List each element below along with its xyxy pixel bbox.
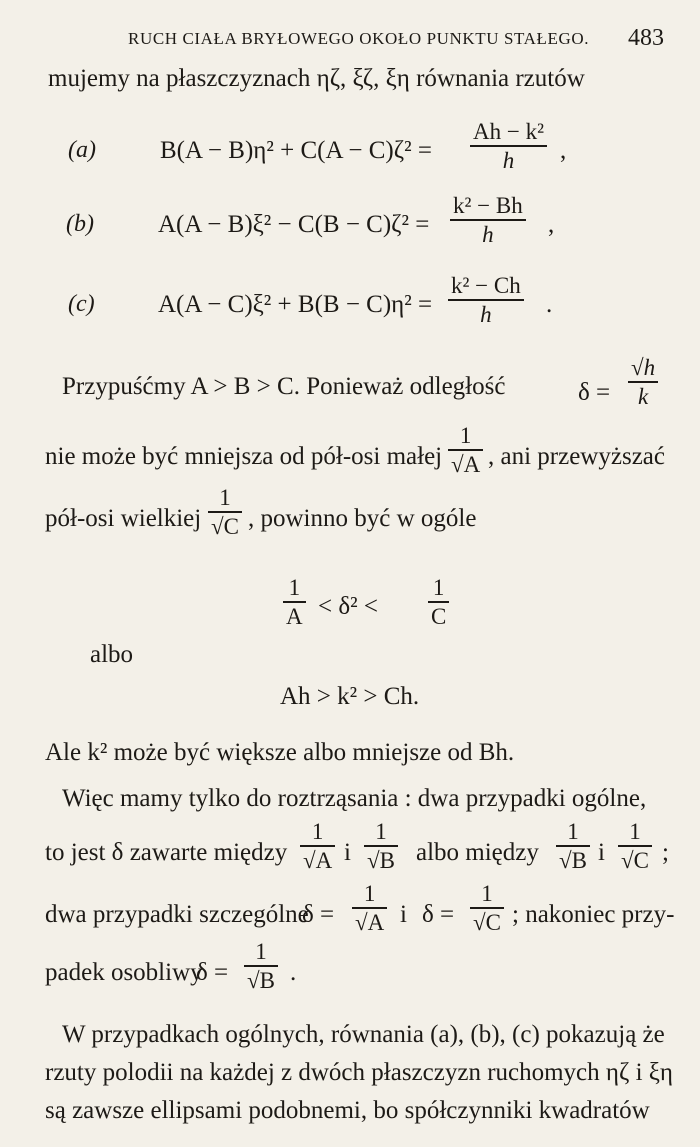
text-line: , ani przewyższać bbox=[488, 443, 665, 470]
inequality-middle: < δ² < bbox=[318, 593, 378, 620]
text-line: dwa przypadki szczególne bbox=[45, 901, 309, 928]
inequality-left-fraction bbox=[283, 576, 306, 628]
page-number: 483 bbox=[628, 25, 664, 51]
text-line: albo między bbox=[416, 839, 539, 866]
fraction-numerator: 1 bbox=[567, 819, 579, 844]
inline-fraction bbox=[448, 424, 483, 476]
inequality-right-fraction bbox=[428, 576, 449, 628]
fraction-numerator: 1 bbox=[288, 575, 301, 600]
text-line: i bbox=[344, 839, 351, 866]
fraction-denominator: h bbox=[480, 301, 492, 327]
text-line: W przypadkach ogólnych, równania (a), (b), (c) pokazują że bbox=[62, 1021, 665, 1048]
text-line: padek osobliwy bbox=[45, 959, 203, 986]
fraction-denominator: C bbox=[431, 603, 447, 629]
inline-fraction bbox=[244, 940, 278, 992]
equation-label: (a) bbox=[68, 137, 96, 163]
fraction-numerator: 1 bbox=[255, 939, 267, 964]
equation-tail: , bbox=[560, 137, 567, 164]
delta-equals: δ = bbox=[302, 901, 335, 928]
text-line: nie może być mniejsza od pół-osi małej bbox=[45, 443, 443, 470]
text-line: to jest δ zawarte między bbox=[45, 839, 288, 866]
delta-equals: δ = bbox=[578, 379, 611, 406]
equation-tail: , bbox=[548, 211, 555, 238]
fraction-numerator: 1 bbox=[219, 485, 231, 510]
inequality-energy: Ah > k² > Ch. bbox=[280, 683, 420, 710]
fraction-denominator: √A bbox=[355, 909, 385, 935]
fraction-denominator: √C bbox=[621, 847, 649, 873]
equation-lhs: B(A − B)η² + C(A − C)ζ² = bbox=[160, 137, 432, 164]
text-line: Przypuśćmy A > B > C. Ponieważ odległość bbox=[62, 373, 506, 400]
fraction-numerator: 1 bbox=[481, 881, 493, 906]
equation-tail: . bbox=[546, 291, 553, 318]
fraction-numerator: Ah − k² bbox=[473, 119, 544, 144]
equation-lhs: A(A − B)ξ² − C(B − C)ζ² = bbox=[158, 211, 430, 238]
text-line: , powinno być w ogóle bbox=[248, 505, 477, 532]
equation-lhs: A(A − C)ξ² + B(B − C)η² = bbox=[158, 291, 433, 318]
text-line: Ale k² może być większe albo mniejsze od Bh. bbox=[45, 739, 515, 766]
inline-fraction bbox=[470, 882, 504, 934]
fraction-numerator: 1 bbox=[375, 819, 387, 844]
running-title: RUCH CIAŁA BRYŁOWEGO OKOŁO PUNKTU STAŁEGO. bbox=[128, 29, 590, 48]
text-line: i bbox=[400, 901, 407, 928]
fraction-denominator: √B bbox=[559, 847, 587, 873]
fraction-numerator: 1 bbox=[311, 819, 324, 844]
equation-fraction bbox=[448, 274, 524, 326]
fraction-denominator: h bbox=[482, 221, 494, 247]
inline-fraction bbox=[364, 820, 398, 872]
equation-label: (c) bbox=[68, 291, 95, 317]
inline-fraction bbox=[352, 882, 387, 934]
equation-fraction bbox=[450, 194, 526, 246]
fraction-denominator: √B bbox=[367, 847, 395, 873]
equation-label: (b) bbox=[66, 211, 94, 237]
inline-fraction bbox=[208, 486, 242, 538]
fraction-denominator: k bbox=[637, 383, 649, 409]
text-line: . bbox=[290, 959, 297, 986]
text-line: i bbox=[598, 839, 605, 866]
fraction-denominator: h bbox=[502, 147, 515, 173]
text-line: ; nakoniec przy- bbox=[512, 901, 675, 928]
fraction-numerator: 1 bbox=[432, 575, 445, 600]
fraction-numerator: 1 bbox=[459, 423, 472, 448]
fraction-denominator: √A bbox=[451, 451, 481, 477]
text-line: Więc mamy tylko do roztrząsania : dwa przypadki ogólne, bbox=[62, 785, 647, 812]
text-line: pół-osi wielkiej bbox=[45, 505, 202, 532]
fraction-numerator: 1 bbox=[629, 819, 641, 844]
inline-fraction bbox=[618, 820, 652, 872]
fraction-denominator: √C bbox=[473, 909, 501, 935]
delta-fraction bbox=[628, 356, 658, 408]
fraction-numerator: k² − Bh bbox=[453, 193, 523, 218]
fraction-numerator: √h bbox=[631, 355, 656, 380]
intro-line: mujemy na płaszczyznach ηζ, ξζ, ξη równania rzutów bbox=[48, 65, 585, 92]
delta-equals: δ = bbox=[196, 959, 229, 986]
fraction-denominator: √B bbox=[247, 967, 275, 993]
fraction-numerator: k² − Ch bbox=[451, 273, 521, 298]
fraction-numerator: 1 bbox=[363, 881, 376, 906]
albo-word: albo bbox=[90, 641, 134, 668]
fraction-denominator: √A bbox=[303, 847, 333, 873]
inline-fraction bbox=[556, 820, 590, 872]
text-line: rzuty polodii na każdej z dwóch płaszczyzn ruchomych ηζ i ξη bbox=[45, 1059, 673, 1086]
equation-fraction bbox=[470, 120, 547, 172]
fraction-denominator: √C bbox=[211, 513, 239, 539]
text-line: ; bbox=[662, 839, 669, 866]
delta-equals: δ = bbox=[422, 901, 455, 928]
text-line: są zawsze ellipsami podobnemi, bo spółczynniki kwadratów bbox=[45, 1097, 650, 1124]
inline-fraction bbox=[300, 820, 335, 872]
fraction-denominator: A bbox=[286, 603, 303, 629]
